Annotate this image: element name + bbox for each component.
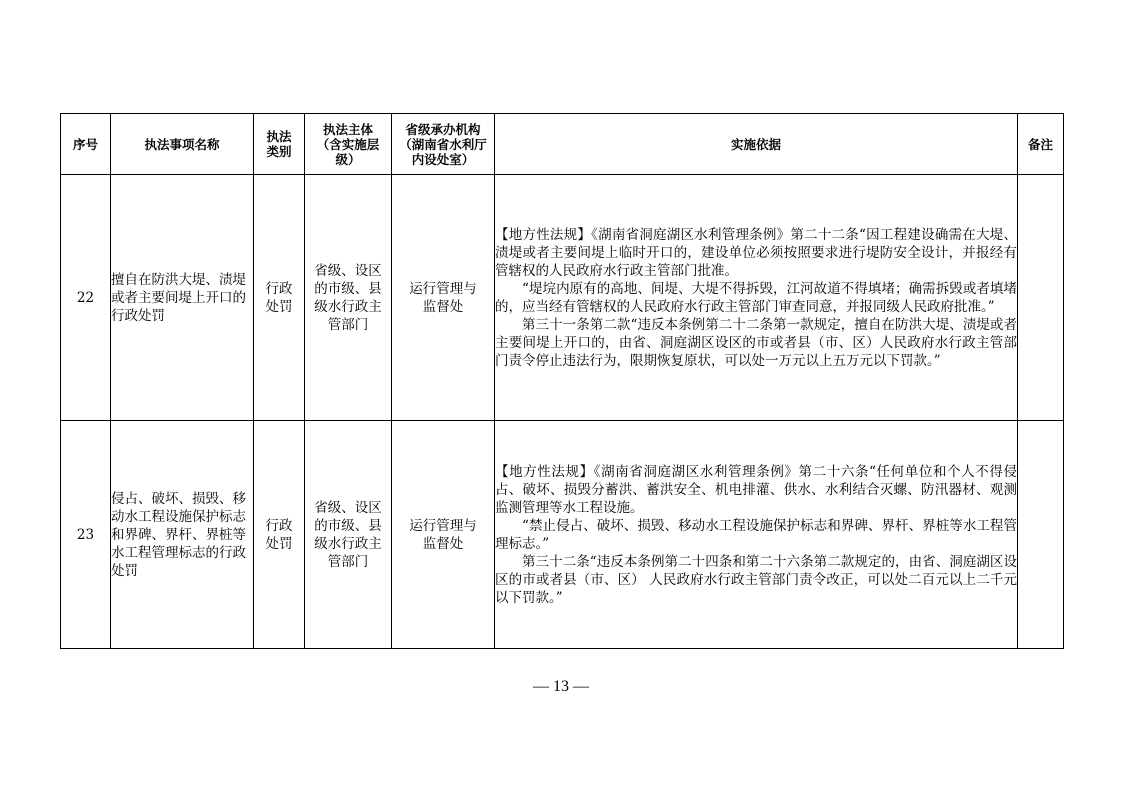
seq-cell: 23	[61, 421, 111, 649]
header-dept: 省级承办机构（湖南省水利厅内设处室）	[392, 114, 495, 175]
remark-cell	[1018, 421, 1064, 649]
basis-paragraph: 第三十一条第二款“违反本条例第二十二条第一款规定，擅自在防洪大堤、渍堤或者主要间堤上开口的，由省、洞庭湖区设区的市或者县（市、区）人民政府水行政主管部门责令停止违法行为，限期恢复原状，可以处一万元以上五万元以下罚款。”	[495, 316, 1017, 369]
basis-paragraph: “堤垸内原有的高地、间堤、大堤不得拆毁，江河故道不得填堵；确需拆毁或者填堵的，应当经有管辖权的人民政府水行政主管部门审查同意，并报同级人民政府批准。”	[495, 280, 1017, 315]
basis-paragraph: 【地方性法规】《湖南省洞庭湖区水利管理条例》第二十二条“因工程建设确需在大堤、渍堤或者主要间堤上临时开口的，建设单位必须按照要求进行堤防安全设计，并报经有管辖权的人民政府水行政主管部门批准。	[495, 226, 1017, 279]
dept-cell: 运行管理与监督处	[392, 175, 495, 421]
basis-paragraph: “禁止侵占、破坏、损毁、移动水工程设施保护标志和界碑、界杆、界桩等水工程管理标志。”	[495, 517, 1017, 552]
basis-cell	[495, 421, 1018, 649]
dept-cell: 运行管理与监督处	[392, 421, 495, 649]
subject-cell: 省级、设区的市级、县级水行政主管部门	[305, 421, 392, 649]
name-cell: 擅自在防洪大堤、渍堤或者主要间堤上开口的行政处罚	[111, 175, 254, 421]
header-row	[61, 114, 1064, 175]
header-remark: 备注	[1018, 114, 1064, 175]
seq-cell: 22	[61, 175, 111, 421]
type-cell: 行政处罚	[254, 421, 305, 649]
name-cell: 侵占、破坏、损毁、移动水工程设施保护标志和界碑、界杆、界桩等水工程管理标志的行政处罚	[111, 421, 254, 649]
type-cell: 行政处罚	[254, 175, 305, 421]
table-row	[61, 421, 1064, 649]
header-seq: 序号	[61, 114, 111, 175]
header-basis: 实施依据	[495, 114, 1018, 175]
enforcement-table	[60, 113, 1064, 649]
basis-paragraph: 【地方性法规】《湖南省洞庭湖区水利管理条例》第二十六条“任何单位和个人不得侵占、破坏、损毁分蓄洪、蓄洪安全、机电排灌、供水、水利结合灭螺、防汛器材、观测监测管理等水工程设施。	[495, 463, 1017, 516]
basis-cell	[495, 175, 1018, 421]
header-subject: 执法主体（含实施层级）	[305, 114, 392, 175]
basis-paragraph: 第三十二条“违反本条例第二十四条和第二十六条第二款规定的，由省、洞庭湖区设区的市或者县（市、区） 人民政府水行政主管部门责令改正，可以处二百元以上二千元以下罚款。”	[495, 553, 1017, 606]
header-type: 执法类别	[254, 114, 305, 175]
remark-cell	[1018, 175, 1064, 421]
page-number: — 13 —	[533, 678, 589, 695]
subject-cell: 省级、设区的市级、县级水行政主管部门	[305, 175, 392, 421]
table-row	[61, 175, 1064, 421]
header-name: 执法事项名称	[111, 114, 254, 175]
